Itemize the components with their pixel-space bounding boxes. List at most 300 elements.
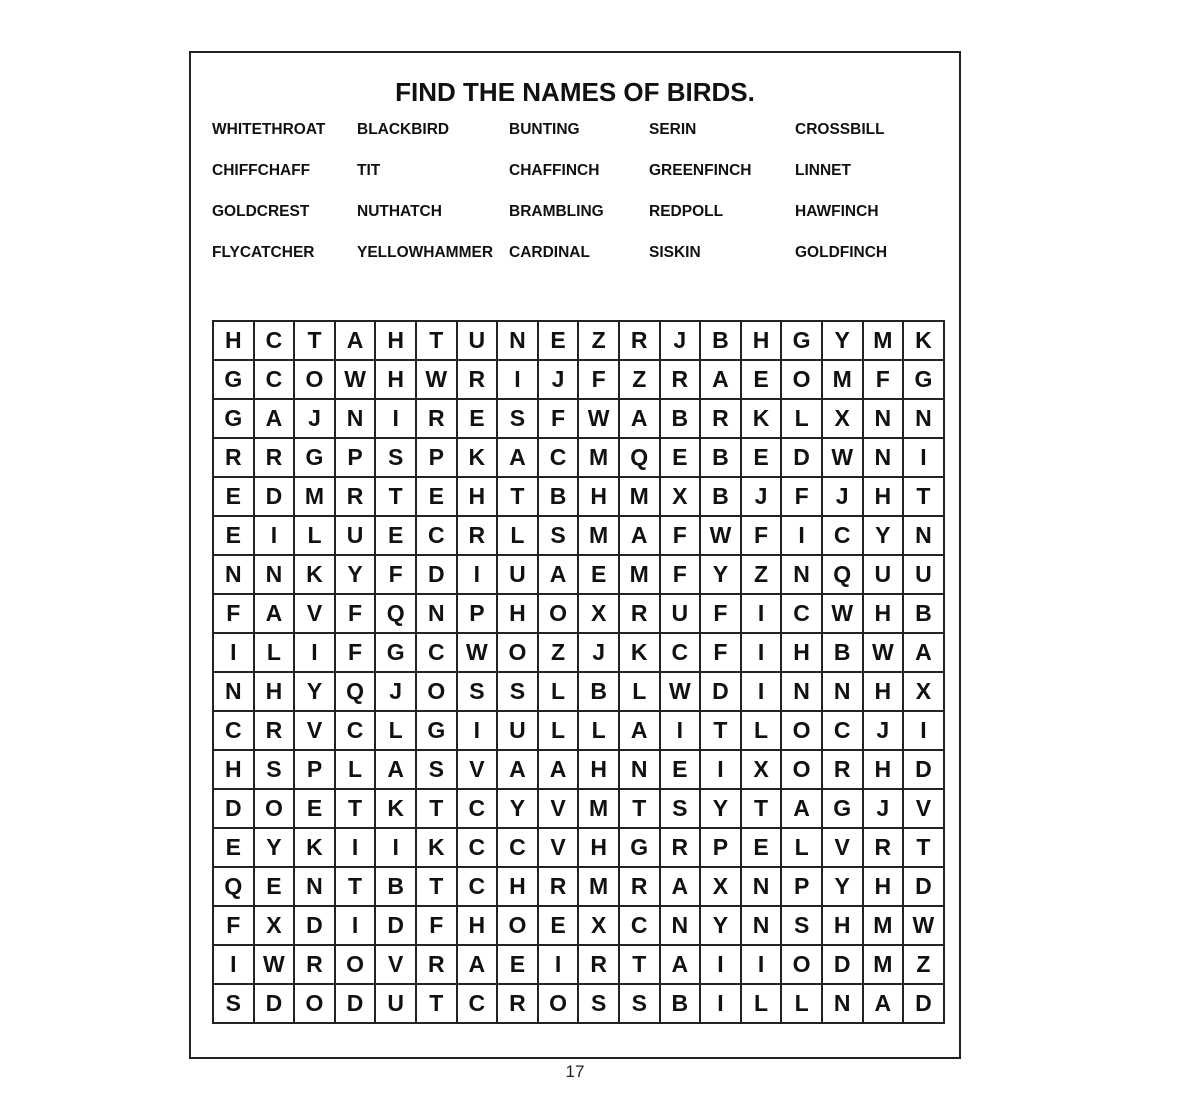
grid-cell[interactable]: R <box>458 517 499 556</box>
grid-cell[interactable]: I <box>742 634 783 673</box>
grid-cell[interactable]: L <box>255 634 296 673</box>
grid-cell[interactable]: H <box>214 751 255 790</box>
grid-cell[interactable]: M <box>620 556 661 595</box>
grid-cell[interactable]: N <box>417 595 458 634</box>
grid-cell[interactable]: E <box>295 790 336 829</box>
grid-cell[interactable]: W <box>417 361 458 400</box>
grid-cell[interactable]: O <box>782 361 823 400</box>
grid-cell[interactable]: W <box>864 634 905 673</box>
grid-cell[interactable]: H <box>864 673 905 712</box>
grid-cell[interactable]: C <box>620 907 661 946</box>
grid-cell[interactable]: T <box>336 868 377 907</box>
grid-cell[interactable]: O <box>782 946 823 985</box>
grid-cell[interactable]: T <box>417 322 458 361</box>
grid-cell[interactable]: E <box>661 439 702 478</box>
grid-cell[interactable]: H <box>579 478 620 517</box>
grid-cell[interactable]: U <box>498 712 539 751</box>
grid-cell[interactable]: H <box>823 907 864 946</box>
grid-cell[interactable]: S <box>498 673 539 712</box>
grid-cell[interactable]: E <box>417 478 458 517</box>
grid-cell[interactable]: X <box>742 751 783 790</box>
grid-cell[interactable]: N <box>904 517 945 556</box>
grid-cell[interactable]: W <box>701 517 742 556</box>
grid-cell[interactable]: E <box>498 946 539 985</box>
grid-cell[interactable]: L <box>620 673 661 712</box>
grid-cell[interactable]: I <box>782 517 823 556</box>
grid-cell[interactable]: W <box>823 595 864 634</box>
grid-cell[interactable]: B <box>661 400 702 439</box>
grid-cell[interactable]: S <box>255 751 296 790</box>
grid-cell[interactable]: A <box>255 400 296 439</box>
grid-cell[interactable]: J <box>823 478 864 517</box>
grid-cell[interactable]: U <box>498 556 539 595</box>
grid-cell[interactable]: A <box>904 634 945 673</box>
grid-cell[interactable]: B <box>701 439 742 478</box>
grid-cell[interactable]: V <box>458 751 499 790</box>
grid-cell[interactable]: H <box>864 868 905 907</box>
grid-cell[interactable]: P <box>701 829 742 868</box>
grid-cell[interactable]: O <box>498 907 539 946</box>
grid-cell[interactable]: N <box>904 400 945 439</box>
grid-cell[interactable]: L <box>539 673 580 712</box>
grid-cell[interactable]: I <box>336 907 377 946</box>
grid-cell[interactable]: N <box>742 907 783 946</box>
grid-cell[interactable]: V <box>539 790 580 829</box>
grid-cell[interactable]: G <box>620 829 661 868</box>
grid-cell[interactable]: B <box>701 478 742 517</box>
grid-cell[interactable]: J <box>864 790 905 829</box>
grid-cell[interactable]: I <box>458 712 499 751</box>
grid-cell[interactable]: I <box>701 751 742 790</box>
grid-cell[interactable]: T <box>904 478 945 517</box>
grid-cell[interactable]: Q <box>376 595 417 634</box>
grid-cell[interactable]: W <box>579 400 620 439</box>
grid-cell[interactable]: N <box>295 868 336 907</box>
grid-cell[interactable]: J <box>742 478 783 517</box>
grid-cell[interactable]: B <box>661 985 702 1024</box>
grid-cell[interactable]: J <box>376 673 417 712</box>
grid-cell[interactable]: N <box>782 673 823 712</box>
grid-cell[interactable]: N <box>742 868 783 907</box>
grid-cell[interactable]: A <box>864 985 905 1024</box>
grid-cell[interactable]: I <box>498 361 539 400</box>
grid-cell[interactable]: N <box>661 907 702 946</box>
grid-cell[interactable]: C <box>255 322 296 361</box>
grid-cell[interactable]: D <box>336 985 377 1024</box>
grid-cell[interactable]: Q <box>336 673 377 712</box>
grid-cell[interactable]: E <box>214 478 255 517</box>
grid-cell[interactable]: I <box>376 829 417 868</box>
grid-cell[interactable]: D <box>255 478 296 517</box>
grid-cell[interactable]: D <box>782 439 823 478</box>
grid-cell[interactable]: G <box>904 361 945 400</box>
grid-cell[interactable]: Z <box>620 361 661 400</box>
grid-cell[interactable]: R <box>417 400 458 439</box>
grid-cell[interactable]: A <box>661 868 702 907</box>
grid-cell[interactable]: C <box>417 634 458 673</box>
grid-cell[interactable]: M <box>864 322 905 361</box>
grid-cell[interactable]: G <box>782 322 823 361</box>
grid-cell[interactable]: H <box>458 478 499 517</box>
grid-cell[interactable]: C <box>823 517 864 556</box>
grid-cell[interactable]: S <box>661 790 702 829</box>
grid-cell[interactable]: H <box>742 322 783 361</box>
grid-cell[interactable]: B <box>701 322 742 361</box>
grid-cell[interactable]: T <box>742 790 783 829</box>
grid-cell[interactable]: M <box>864 907 905 946</box>
grid-cell[interactable]: G <box>417 712 458 751</box>
grid-cell[interactable]: R <box>620 322 661 361</box>
grid-cell[interactable]: F <box>579 361 620 400</box>
grid-cell[interactable]: Y <box>864 517 905 556</box>
grid-cell[interactable]: U <box>376 985 417 1024</box>
grid-cell[interactable]: N <box>782 556 823 595</box>
grid-cell[interactable]: Q <box>620 439 661 478</box>
grid-cell[interactable]: X <box>701 868 742 907</box>
grid-cell[interactable]: T <box>701 712 742 751</box>
grid-cell[interactable]: I <box>458 556 499 595</box>
grid-cell[interactable]: X <box>579 907 620 946</box>
grid-cell[interactable]: U <box>864 556 905 595</box>
grid-cell[interactable]: D <box>376 907 417 946</box>
grid-cell[interactable]: Y <box>295 673 336 712</box>
grid-cell[interactable]: E <box>742 439 783 478</box>
grid-cell[interactable]: I <box>336 829 377 868</box>
grid-cell[interactable]: L <box>742 712 783 751</box>
grid-cell[interactable]: F <box>539 400 580 439</box>
grid-cell[interactable]: M <box>620 478 661 517</box>
grid-cell[interactable]: V <box>823 829 864 868</box>
grid-cell[interactable]: H <box>255 673 296 712</box>
grid-cell[interactable]: E <box>214 517 255 556</box>
grid-cell[interactable]: Y <box>701 556 742 595</box>
grid-cell[interactable]: R <box>458 361 499 400</box>
grid-cell[interactable]: R <box>539 868 580 907</box>
grid-cell[interactable]: I <box>904 439 945 478</box>
grid-cell[interactable]: N <box>823 673 864 712</box>
grid-cell[interactable]: E <box>458 400 499 439</box>
grid-cell[interactable]: I <box>214 946 255 985</box>
grid-cell[interactable]: H <box>782 634 823 673</box>
grid-cell[interactable]: F <box>864 361 905 400</box>
grid-cell[interactable]: A <box>255 595 296 634</box>
grid-cell[interactable]: O <box>417 673 458 712</box>
grid-cell[interactable]: D <box>904 868 945 907</box>
grid-cell[interactable]: R <box>661 829 702 868</box>
grid-cell[interactable]: F <box>661 517 702 556</box>
grid-cell[interactable]: F <box>661 556 702 595</box>
grid-cell[interactable]: R <box>701 400 742 439</box>
grid-cell[interactable]: S <box>376 439 417 478</box>
grid-cell[interactable]: L <box>498 517 539 556</box>
grid-cell[interactable]: N <box>498 322 539 361</box>
grid-cell[interactable]: M <box>823 361 864 400</box>
grid-cell[interactable]: I <box>701 946 742 985</box>
grid-cell[interactable]: Z <box>904 946 945 985</box>
grid-cell[interactable]: U <box>661 595 702 634</box>
grid-cell[interactable]: C <box>417 517 458 556</box>
grid-cell[interactable]: K <box>417 829 458 868</box>
grid-cell[interactable]: V <box>295 595 336 634</box>
grid-cell[interactable]: W <box>823 439 864 478</box>
grid-cell[interactable]: R <box>864 829 905 868</box>
grid-cell[interactable]: U <box>336 517 377 556</box>
grid-cell[interactable]: D <box>255 985 296 1024</box>
grid-cell[interactable]: Z <box>742 556 783 595</box>
grid-cell[interactable]: H <box>864 595 905 634</box>
grid-cell[interactable]: C <box>458 829 499 868</box>
grid-cell[interactable]: E <box>376 517 417 556</box>
grid-cell[interactable]: N <box>255 556 296 595</box>
grid-cell[interactable]: H <box>498 595 539 634</box>
grid-cell[interactable]: P <box>782 868 823 907</box>
grid-cell[interactable]: I <box>376 400 417 439</box>
grid-cell[interactable]: T <box>295 322 336 361</box>
grid-cell[interactable]: Y <box>336 556 377 595</box>
grid-cell[interactable]: U <box>458 322 499 361</box>
grid-cell[interactable]: R <box>661 361 702 400</box>
grid-cell[interactable]: B <box>539 478 580 517</box>
grid-cell[interactable]: E <box>661 751 702 790</box>
grid-cell[interactable]: A <box>498 439 539 478</box>
grid-cell[interactable]: S <box>539 517 580 556</box>
grid-cell[interactable]: A <box>539 556 580 595</box>
grid-cell[interactable]: C <box>539 439 580 478</box>
grid-cell[interactable]: B <box>376 868 417 907</box>
grid-cell[interactable]: O <box>498 634 539 673</box>
grid-cell[interactable]: X <box>661 478 702 517</box>
grid-cell[interactable]: T <box>417 790 458 829</box>
grid-cell[interactable]: M <box>295 478 336 517</box>
grid-cell[interactable]: O <box>782 751 823 790</box>
grid-cell[interactable]: I <box>661 712 702 751</box>
grid-cell[interactable]: H <box>458 907 499 946</box>
grid-cell[interactable]: A <box>620 517 661 556</box>
grid-cell[interactable]: S <box>579 985 620 1024</box>
grid-cell[interactable]: A <box>458 946 499 985</box>
grid-cell[interactable]: T <box>336 790 377 829</box>
grid-cell[interactable]: P <box>336 439 377 478</box>
grid-cell[interactable]: F <box>376 556 417 595</box>
grid-cell[interactable]: G <box>214 400 255 439</box>
grid-cell[interactable]: I <box>904 712 945 751</box>
grid-cell[interactable]: L <box>782 985 823 1024</box>
grid-cell[interactable]: K <box>904 322 945 361</box>
grid-cell[interactable]: N <box>620 751 661 790</box>
grid-cell[interactable]: E <box>742 361 783 400</box>
grid-cell[interactable]: A <box>620 400 661 439</box>
grid-cell[interactable]: H <box>376 361 417 400</box>
grid-cell[interactable]: L <box>782 400 823 439</box>
grid-cell[interactable]: M <box>579 790 620 829</box>
grid-cell[interactable]: N <box>214 556 255 595</box>
grid-cell[interactable]: L <box>579 712 620 751</box>
grid-cell[interactable]: J <box>661 322 702 361</box>
grid-cell[interactable]: A <box>782 790 823 829</box>
grid-cell[interactable]: Y <box>823 868 864 907</box>
grid-cell[interactable]: T <box>417 868 458 907</box>
grid-cell[interactable]: G <box>214 361 255 400</box>
grid-cell[interactable]: Y <box>823 322 864 361</box>
grid-cell[interactable]: X <box>904 673 945 712</box>
grid-cell[interactable]: C <box>458 790 499 829</box>
grid-cell[interactable]: F <box>214 907 255 946</box>
grid-cell[interactable]: P <box>458 595 499 634</box>
grid-cell[interactable]: V <box>539 829 580 868</box>
grid-cell[interactable]: Y <box>701 907 742 946</box>
grid-cell[interactable]: L <box>742 985 783 1024</box>
grid-cell[interactable]: D <box>214 790 255 829</box>
grid-cell[interactable]: M <box>864 946 905 985</box>
grid-cell[interactable]: B <box>579 673 620 712</box>
grid-cell[interactable]: E <box>214 829 255 868</box>
grid-cell[interactable]: K <box>620 634 661 673</box>
grid-cell[interactable]: K <box>742 400 783 439</box>
grid-cell[interactable]: F <box>782 478 823 517</box>
grid-cell[interactable]: N <box>214 673 255 712</box>
grid-cell[interactable]: R <box>255 439 296 478</box>
grid-cell[interactable]: D <box>295 907 336 946</box>
grid-cell[interactable]: W <box>661 673 702 712</box>
grid-cell[interactable]: V <box>376 946 417 985</box>
grid-cell[interactable]: C <box>214 712 255 751</box>
grid-cell[interactable]: I <box>701 985 742 1024</box>
grid-cell[interactable]: N <box>864 400 905 439</box>
grid-cell[interactable]: E <box>742 829 783 868</box>
grid-cell[interactable]: C <box>823 712 864 751</box>
grid-cell[interactable]: F <box>417 907 458 946</box>
grid-cell[interactable]: R <box>579 946 620 985</box>
grid-cell[interactable]: J <box>864 712 905 751</box>
grid-cell[interactable]: K <box>295 829 336 868</box>
grid-cell[interactable]: A <box>336 322 377 361</box>
grid-cell[interactable]: E <box>539 907 580 946</box>
grid-cell[interactable]: W <box>904 907 945 946</box>
grid-cell[interactable]: J <box>579 634 620 673</box>
grid-cell[interactable]: D <box>904 751 945 790</box>
grid-cell[interactable]: P <box>295 751 336 790</box>
grid-cell[interactable]: F <box>701 634 742 673</box>
grid-cell[interactable]: R <box>823 751 864 790</box>
grid-cell[interactable]: W <box>336 361 377 400</box>
grid-cell[interactable]: C <box>458 985 499 1024</box>
grid-cell[interactable]: R <box>498 985 539 1024</box>
grid-cell[interactable]: L <box>295 517 336 556</box>
grid-cell[interactable]: K <box>376 790 417 829</box>
grid-cell[interactable]: S <box>498 400 539 439</box>
grid-cell[interactable]: S <box>620 985 661 1024</box>
grid-cell[interactable]: O <box>255 790 296 829</box>
grid-cell[interactable]: O <box>539 595 580 634</box>
grid-cell[interactable]: F <box>336 595 377 634</box>
grid-cell[interactable]: I <box>742 946 783 985</box>
grid-cell[interactable]: Y <box>498 790 539 829</box>
grid-cell[interactable]: C <box>458 868 499 907</box>
grid-cell[interactable]: X <box>255 907 296 946</box>
grid-cell[interactable]: Y <box>701 790 742 829</box>
grid-cell[interactable]: P <box>417 439 458 478</box>
grid-cell[interactable]: H <box>579 751 620 790</box>
grid-cell[interactable]: T <box>376 478 417 517</box>
grid-cell[interactable]: Z <box>539 634 580 673</box>
grid-cell[interactable]: D <box>823 946 864 985</box>
grid-cell[interactable]: R <box>214 439 255 478</box>
grid-cell[interactable]: A <box>661 946 702 985</box>
grid-cell[interactable]: M <box>579 439 620 478</box>
grid-cell[interactable]: O <box>295 985 336 1024</box>
grid-cell[interactable]: C <box>782 595 823 634</box>
grid-cell[interactable]: Q <box>214 868 255 907</box>
grid-cell[interactable]: J <box>539 361 580 400</box>
grid-cell[interactable]: W <box>255 946 296 985</box>
grid-cell[interactable]: T <box>417 985 458 1024</box>
grid-cell[interactable]: O <box>539 985 580 1024</box>
grid-cell[interactable]: D <box>417 556 458 595</box>
grid-cell[interactable]: S <box>782 907 823 946</box>
grid-cell[interactable]: H <box>864 478 905 517</box>
grid-cell[interactable]: E <box>255 868 296 907</box>
grid-cell[interactable]: W <box>458 634 499 673</box>
grid-cell[interactable]: R <box>255 712 296 751</box>
grid-cell[interactable]: H <box>498 868 539 907</box>
grid-cell[interactable]: T <box>620 946 661 985</box>
grid-cell[interactable]: N <box>823 985 864 1024</box>
grid-cell[interactable]: N <box>336 400 377 439</box>
grid-cell[interactable]: F <box>701 595 742 634</box>
grid-cell[interactable]: R <box>417 946 458 985</box>
grid-cell[interactable]: A <box>620 712 661 751</box>
grid-cell[interactable]: D <box>904 985 945 1024</box>
grid-cell[interactable]: A <box>701 361 742 400</box>
grid-cell[interactable]: H <box>864 751 905 790</box>
grid-cell[interactable]: I <box>539 946 580 985</box>
grid-cell[interactable]: H <box>214 322 255 361</box>
grid-cell[interactable]: L <box>336 751 377 790</box>
grid-cell[interactable]: K <box>295 556 336 595</box>
grid-cell[interactable]: C <box>661 634 702 673</box>
grid-cell[interactable]: H <box>579 829 620 868</box>
grid-cell[interactable]: E <box>539 322 580 361</box>
grid-cell[interactable]: X <box>579 595 620 634</box>
grid-cell[interactable]: E <box>579 556 620 595</box>
grid-cell[interactable]: Y <box>255 829 296 868</box>
grid-cell[interactable]: V <box>904 790 945 829</box>
grid-cell[interactable]: T <box>620 790 661 829</box>
grid-cell[interactable]: A <box>539 751 580 790</box>
grid-cell[interactable]: O <box>295 361 336 400</box>
grid-cell[interactable]: Z <box>579 322 620 361</box>
grid-cell[interactable]: A <box>498 751 539 790</box>
grid-cell[interactable]: F <box>742 517 783 556</box>
grid-cell[interactable]: S <box>417 751 458 790</box>
grid-cell[interactable]: C <box>498 829 539 868</box>
grid-cell[interactable]: D <box>701 673 742 712</box>
grid-cell[interactable]: Q <box>823 556 864 595</box>
grid-cell[interactable]: L <box>376 712 417 751</box>
grid-cell[interactable]: C <box>336 712 377 751</box>
grid-cell[interactable]: I <box>742 673 783 712</box>
grid-cell[interactable]: F <box>336 634 377 673</box>
grid-cell[interactable]: F <box>214 595 255 634</box>
grid-cell[interactable]: G <box>376 634 417 673</box>
grid-cell[interactable]: I <box>255 517 296 556</box>
grid-cell[interactable]: O <box>336 946 377 985</box>
grid-cell[interactable]: S <box>458 673 499 712</box>
grid-cell[interactable]: O <box>782 712 823 751</box>
grid-cell[interactable]: M <box>579 517 620 556</box>
grid-cell[interactable]: I <box>295 634 336 673</box>
grid-cell[interactable]: L <box>782 829 823 868</box>
